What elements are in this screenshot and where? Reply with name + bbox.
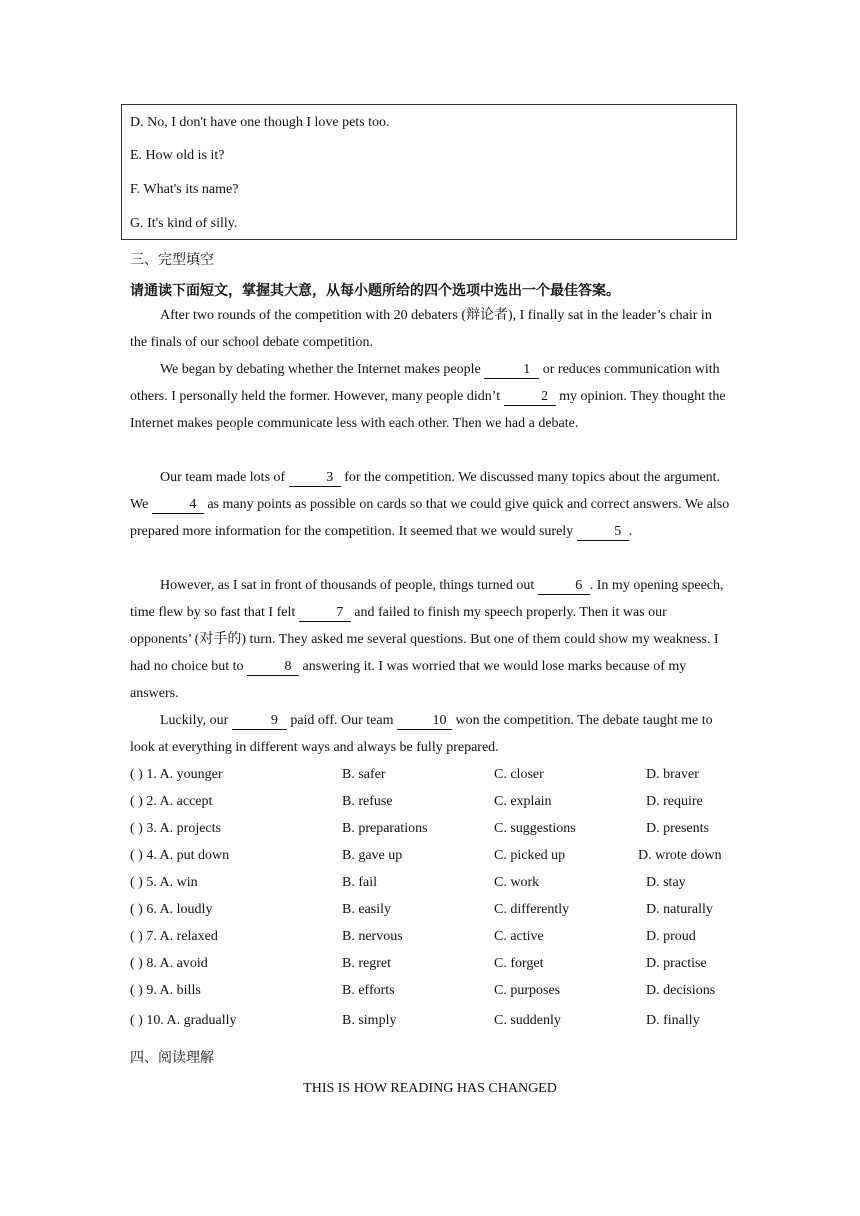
options-box — [121, 104, 737, 240]
section-instruction: 请通读下面短文，掌握其大意，从每小题所给的四个选项中选出一个最佳答案。 — [130, 284, 620, 299]
option-e: E. How old is it? — [130, 148, 225, 163]
question-row: ( ) 3. A. projects B. preparations C. suggestions D. presents — [130, 821, 709, 836]
blank-8: 8 — [247, 659, 299, 676]
blank-6: 6 — [538, 578, 590, 595]
blank-10: 10 — [397, 713, 452, 730]
question-row: ( ) 10. A. gradually B. simply C. suddenly D. finally — [130, 1013, 700, 1028]
blank-5: 5 — [577, 524, 629, 541]
question-row: ( ) 2. A. accept B. refuse C. explain D. require — [130, 794, 703, 809]
blank-7: 7 — [299, 605, 351, 622]
blank-1: 1 — [484, 362, 539, 379]
blank-9: 9 — [232, 713, 287, 730]
passage-paragraph-1: After two rounds of the competition with 20 debaters (辩论者), I finally sat in the leader’s chair in the finals of our school debate competition. — [130, 308, 712, 350]
option-g: G. It's kind of silly. — [130, 216, 238, 231]
blank-3: 3 — [289, 470, 341, 487]
question-row: ( ) 1. A. younger B. safer C. closer D. braver — [130, 767, 699, 782]
passage-paragraph-3: Our team made lots of 3 for the competition. We discussed many topics about the argument. We 4 as many points as possible on cards so that we could give quick and correct answers. We also prepared more information for the competition. It seemed that we would surely 5 . — [130, 470, 730, 539]
passage-paragraph-2: We began by debating whether the Internet makes people 1 or reduces communication with others. I personally held the former. However, many people didn’t 2 my opinion. They thought the Internet makes people communicate less with each other. Then we had a debate. — [130, 362, 726, 431]
blank-2: 2 — [504, 389, 556, 406]
question-row: ( ) 9. A. bills B. efforts C. purposes D. decisions — [130, 983, 716, 998]
question-row: ( ) 5. A. win B. fail C. work D. stay — [130, 875, 686, 890]
section-heading-reading: 四、阅读理解 — [130, 1051, 214, 1066]
section-heading-cloze: 三、完型填空 — [130, 253, 214, 268]
question-row: ( ) 6. A. loudly B. easily C. differently D. naturally — [130, 902, 713, 917]
question-row: ( ) 4. A. put down B. gave up C. picked up D. wrote down — [130, 848, 722, 863]
option-f: F. What's its name? — [130, 182, 239, 197]
passage-paragraph-5: Luckily, our 9 paid off. Our team 10 won the competition. The debate taught me to look at everything in different ways and always be fully prepared. — [130, 713, 713, 755]
blank-4: 4 — [152, 497, 204, 514]
question-row: ( ) 8. A. avoid B. regret C. forget D. practise — [130, 956, 707, 971]
question-row: ( ) 7. A. relaxed B. nervous C. active D. proud — [130, 929, 696, 944]
option-d: D. No, I don't have one though I love pets too. — [130, 115, 390, 130]
reading-title: THIS IS HOW READING HAS CHANGED — [303, 1081, 557, 1096]
passage-paragraph-4: However, as I sat in front of thousands of people, things turned out 6 . In my opening speech, time flew by so fast that I felt 7 and failed to finish my speech properly. Then it was our opponents’ (对手的) turn. They asked me several questions. But one of them could show my weakness. I had no choice but to 8 answering it. I was worried that we would lose marks because of my answers. — [130, 578, 724, 701]
